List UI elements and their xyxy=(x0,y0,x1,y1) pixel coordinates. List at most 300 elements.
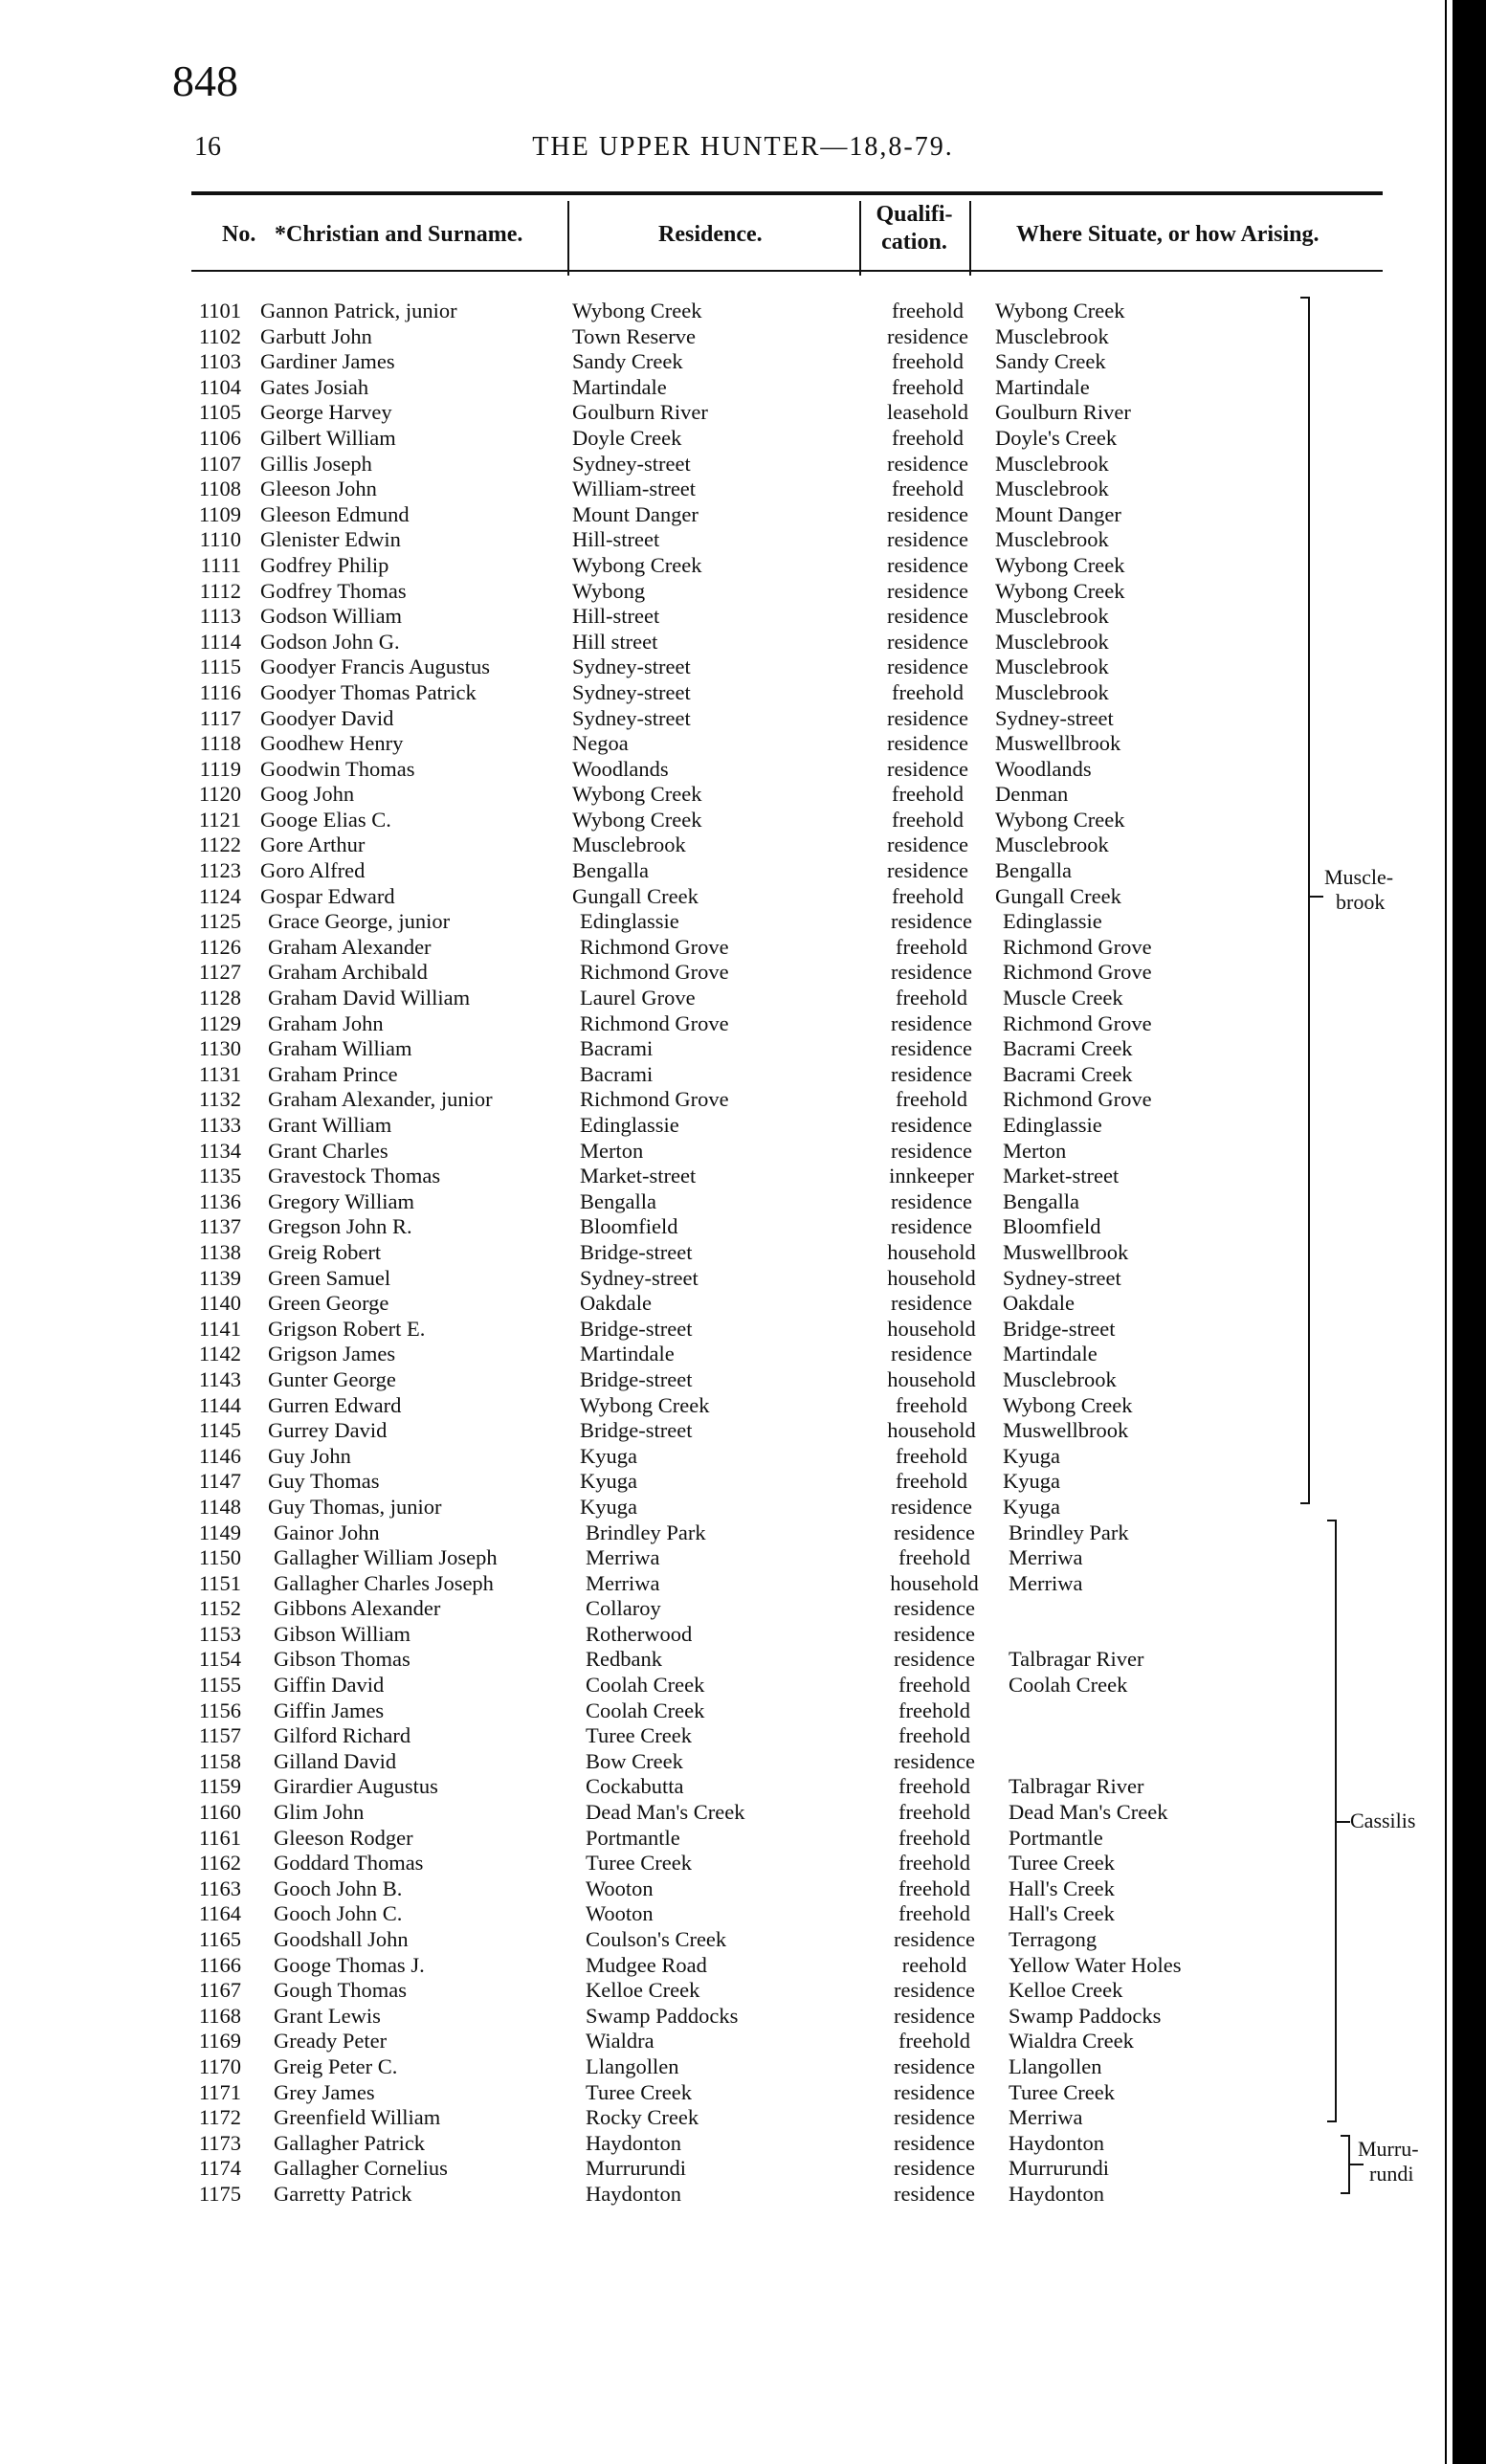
row-name: Gilbert William xyxy=(260,425,396,450)
row-qualification: freehold xyxy=(896,1469,967,1494)
row-qualification: freehold xyxy=(892,477,964,501)
row-number: 1152 xyxy=(198,1596,241,1621)
row-residence: Coolah Creek xyxy=(586,1698,705,1722)
row-residence: Collaroy xyxy=(586,1596,661,1621)
row-where-situate: Wybong Creek xyxy=(995,578,1125,603)
row-number: 1136 xyxy=(198,1188,241,1213)
row-residence: Brindley Park xyxy=(586,1520,706,1544)
row-residence: Richmond Grove xyxy=(580,960,729,985)
row-name: Gallagher Patrick xyxy=(274,2130,426,2155)
row-where-situate: Sydney-street xyxy=(1003,1265,1121,1290)
row-residence: Sydney-street xyxy=(572,451,691,476)
row-name: Girardier Augustus xyxy=(274,1774,438,1799)
row-qualification: freehold xyxy=(892,299,964,322)
table-row xyxy=(0,2080,1486,2106)
table-row xyxy=(0,1240,1486,1266)
page-title: THE UPPER HUNTER—18,8-79. xyxy=(532,132,954,162)
row-residence: Swamp Paddocks xyxy=(586,2003,739,2028)
row-where-situate: Musclebrook xyxy=(995,655,1109,679)
row-name: Gravestock Thomas xyxy=(268,1164,441,1188)
row-where-situate: Wybong Creek xyxy=(1003,1392,1133,1417)
row-number: 1167 xyxy=(198,1978,241,2003)
column-divider-qualification xyxy=(969,201,971,276)
row-qualification: residence xyxy=(891,1291,972,1316)
row-number: 1168 xyxy=(198,2003,241,2028)
row-where-situate: Yellow Water Holes xyxy=(1009,1952,1182,1977)
row-qualification: residence xyxy=(887,629,968,654)
row-qualification: residence xyxy=(887,578,968,603)
row-number: 1144 xyxy=(198,1392,241,1417)
table-row xyxy=(0,1826,1486,1852)
row-residence: Kelloe Creek xyxy=(586,1978,700,2003)
row-residence: Mount Danger xyxy=(572,501,699,526)
brace-musclebrook-tip xyxy=(1310,896,1323,898)
row-number: 1160 xyxy=(198,1800,241,1825)
row-where-situate: Wybong Creek xyxy=(995,552,1125,577)
row-number: 1156 xyxy=(198,1698,241,1722)
row-number: 1143 xyxy=(198,1366,241,1391)
row-name: Grey James xyxy=(274,2079,375,2104)
table-row xyxy=(0,1901,1486,1927)
row-where-situate: Hall's Creek xyxy=(1009,1876,1115,1900)
row-number: 1127 xyxy=(198,960,241,985)
table-row xyxy=(0,680,1486,706)
row-qualification: freehold xyxy=(896,986,967,1010)
brace-murrurundi xyxy=(1335,2135,1350,2194)
row-where-situate: Talbragar River xyxy=(1009,1774,1144,1799)
row-qualification: freehold xyxy=(892,349,964,374)
row-qualification: freehold xyxy=(898,1698,970,1722)
row-where-situate: Kyuga xyxy=(1003,1494,1060,1519)
table-row xyxy=(0,706,1486,732)
row-where-situate: Sandy Creek xyxy=(995,349,1106,374)
row-residence: Laurel Grove xyxy=(580,986,696,1010)
table-row xyxy=(0,1062,1486,1088)
row-qualification: residence xyxy=(894,2079,975,2104)
row-where-situate: Kyuga xyxy=(1003,1469,1060,1494)
row-name: Gurrey David xyxy=(268,1418,388,1443)
table-row xyxy=(0,1851,1486,1876)
row-name: Gregson John R. xyxy=(268,1214,412,1239)
row-number: 1120 xyxy=(198,782,241,807)
row-residence: Sydney-street xyxy=(572,679,691,704)
row-number: 1141 xyxy=(198,1316,241,1341)
row-number: 1145 xyxy=(198,1418,241,1443)
row-where-situate: Musclebrook xyxy=(995,679,1109,704)
row-name: Gooch John C. xyxy=(274,1901,403,1926)
row-name: Graham Alexander xyxy=(268,934,432,959)
row-qualification: residence xyxy=(891,1188,972,1213)
row-where-situate: Turee Creek xyxy=(1009,2079,1116,2104)
row-number: 1104 xyxy=(198,374,241,399)
row-where-situate: Goulburn River xyxy=(995,400,1131,425)
row-number: 1114 xyxy=(199,629,241,654)
table-row xyxy=(0,1521,1486,1546)
row-name: Godson John G. xyxy=(260,629,400,654)
row-where-situate: Murrurundi xyxy=(1009,2156,1109,2181)
row-residence: Turee Creek xyxy=(586,2079,693,2104)
row-number: 1118 xyxy=(199,731,241,756)
row-name: Graham John xyxy=(268,1010,384,1035)
table-row xyxy=(0,426,1486,452)
row-name: Graham Archibald xyxy=(268,960,428,985)
row-name: Goddard Thomas xyxy=(274,1851,424,1876)
row-name: Gibbons Alexander xyxy=(274,1596,441,1621)
row-where-situate: Bridge-street xyxy=(1003,1316,1116,1341)
row-residence: Edinglassie xyxy=(580,909,679,934)
row-name: Grigson James xyxy=(268,1342,396,1366)
row-where-situate: Coolah Creek xyxy=(1009,1673,1128,1698)
row-name: Gleeson Rodger xyxy=(274,1825,413,1850)
row-name: Giffin David xyxy=(274,1673,385,1698)
table-row xyxy=(0,630,1486,655)
header-where: Where Situate, or how Arising. xyxy=(1016,222,1320,247)
row-qualification: residence xyxy=(887,832,968,857)
row-qualification: residence xyxy=(891,909,972,934)
brace-cassilis-tip xyxy=(1337,1821,1350,1823)
table-row xyxy=(0,2156,1486,2182)
row-where-situate: Gungall Creek xyxy=(995,883,1121,908)
row-residence: Bow Creek xyxy=(586,1748,683,1773)
row-name: Goodyer David xyxy=(260,705,394,730)
row-name: Grigson Robert E. xyxy=(268,1316,426,1341)
row-where-situate: Musclebrook xyxy=(995,323,1109,348)
row-number: 1173 xyxy=(198,2130,241,2155)
row-residence: Gungall Creek xyxy=(572,883,699,908)
row-qualification: freehold xyxy=(892,807,964,832)
row-residence: Doyle Creek xyxy=(572,425,682,450)
row-where-situate: Muswellbrook xyxy=(995,731,1121,756)
row-name: Goodshall John xyxy=(274,1927,409,1951)
row-number: 1123 xyxy=(198,858,241,883)
row-residence: Coulson's Creek xyxy=(586,1927,727,1951)
table-row xyxy=(0,1164,1486,1189)
row-name: Green Samuel xyxy=(268,1265,391,1290)
row-residence: Portmantle xyxy=(586,1825,680,1850)
row-where-situate: Bloomfield xyxy=(1003,1214,1101,1239)
section-number: 16 xyxy=(194,132,221,162)
row-residence: Llangollen xyxy=(586,2053,679,2078)
row-where-situate: Sydney-street xyxy=(995,705,1114,730)
table-row xyxy=(0,579,1486,605)
row-residence: Wybong Creek xyxy=(572,782,702,807)
row-qualification: freehold xyxy=(898,1673,970,1698)
row-where-situate: Bengalla xyxy=(995,858,1072,883)
table-row xyxy=(0,1139,1486,1165)
row-where-situate: Edinglassie xyxy=(1003,909,1102,934)
row-name: Gooch John B. xyxy=(274,1876,403,1900)
row-name: Graham David William xyxy=(268,986,471,1010)
table-row xyxy=(0,1927,1486,1953)
row-qualification: reehold xyxy=(901,1952,967,1977)
row-where-situate: Richmond Grove xyxy=(1003,1010,1152,1035)
table-row xyxy=(0,884,1486,910)
row-name: Grant William xyxy=(268,1113,392,1137)
row-qualification: residence xyxy=(894,2003,975,2028)
row-number: 1163 xyxy=(198,1876,241,1900)
row-number: 1148 xyxy=(198,1494,241,1519)
header-qualification-line2: cation. xyxy=(881,230,947,255)
row-number: 1166 xyxy=(198,1952,241,1977)
row-where-situate: Richmond Grove xyxy=(1003,960,1152,985)
row-residence: Hill street xyxy=(572,629,658,654)
row-where-situate: Merriwa xyxy=(1009,1570,1083,1595)
row-name: Graham Alexander, junior xyxy=(268,1087,493,1112)
table-row xyxy=(0,757,1486,783)
row-number: 1140 xyxy=(198,1291,241,1316)
row-number: 1103 xyxy=(198,349,241,374)
row-name: Greig Peter C. xyxy=(274,2053,398,2078)
row-number: 1170 xyxy=(198,2053,241,2078)
table-row xyxy=(0,1266,1486,1292)
table-row xyxy=(0,935,1486,961)
table-row xyxy=(0,832,1486,858)
row-residence: Wybong xyxy=(572,578,646,603)
row-where-situate: Bacrami Creek xyxy=(1003,1036,1133,1061)
row-where-situate: Oakdale xyxy=(1003,1291,1075,1316)
row-qualification: residence xyxy=(891,1138,972,1163)
row-where-situate: Denman xyxy=(995,782,1069,807)
row-where-situate: Kelloe Creek xyxy=(1009,1978,1123,2003)
row-name: Gunter George xyxy=(268,1366,396,1391)
row-qualification: residence xyxy=(887,451,968,476)
table-row xyxy=(0,604,1486,630)
district-murrurundi-line2: rundi xyxy=(1369,2162,1414,2186)
table-row xyxy=(0,1291,1486,1317)
row-residence: Kyuga xyxy=(580,1494,637,1519)
row-where-situate: Martindale xyxy=(1003,1342,1098,1366)
table-row xyxy=(0,1622,1486,1648)
table-row xyxy=(0,1214,1486,1240)
row-name: Gilford Richard xyxy=(274,1723,411,1748)
table-row xyxy=(0,1189,1486,1215)
table-row xyxy=(0,477,1486,502)
row-number: 1117 xyxy=(199,705,241,730)
table-row xyxy=(0,1495,1486,1521)
row-name: Goodyer Francis Augustus xyxy=(260,655,490,679)
row-residence: Oakdale xyxy=(580,1291,652,1316)
row-where-situate: Haydonton xyxy=(1009,2130,1104,2155)
header-qualification xyxy=(864,201,965,256)
row-residence: Haydonton xyxy=(586,2130,681,2155)
row-residence: Turee Creek xyxy=(586,1851,693,1876)
row-residence: Dead Man's Creek xyxy=(586,1800,745,1825)
row-residence: Merton xyxy=(580,1138,644,1163)
row-qualification: household xyxy=(887,1239,976,1264)
row-name: Gannon Patrick, junior xyxy=(260,299,457,322)
row-number: 1147 xyxy=(198,1469,241,1494)
header-rule-bottom xyxy=(191,270,1383,272)
row-where-situate: Musclebrook xyxy=(995,477,1109,501)
row-where-situate: Merriwa xyxy=(1009,2105,1083,2130)
row-number: 1149 xyxy=(198,1520,241,1544)
row-number: 1161 xyxy=(198,1825,241,1850)
district-musclebrook-line2: brook xyxy=(1336,890,1386,914)
row-qualification: freehold xyxy=(898,1851,970,1876)
row-qualification: residence xyxy=(887,858,968,883)
table-row xyxy=(0,1800,1486,1826)
row-number: 1172 xyxy=(198,2105,241,2130)
row-name: Grant Lewis xyxy=(274,2003,381,2028)
row-where-situate: Merriwa xyxy=(1009,1545,1083,1570)
row-qualification: household xyxy=(887,1316,976,1341)
row-where-situate: Musclebrook xyxy=(1003,1366,1117,1391)
row-qualification: residence xyxy=(894,1621,975,1646)
row-qualification: residence xyxy=(887,604,968,629)
row-qualification: residence xyxy=(891,1010,972,1035)
row-qualification: residence xyxy=(887,655,968,679)
row-number: 1115 xyxy=(199,655,241,679)
row-number: 1155 xyxy=(198,1673,241,1698)
row-qualification: residence xyxy=(891,1214,972,1239)
row-name: Graham Prince xyxy=(268,1061,398,1086)
table-row xyxy=(0,2182,1486,2208)
row-residence: Wybong Creek xyxy=(572,299,702,322)
row-residence: Town Reserve xyxy=(572,323,697,348)
row-where-situate: Muswellbrook xyxy=(1003,1239,1129,1264)
row-where-situate: Terragong xyxy=(1009,1927,1098,1951)
table-row xyxy=(0,1317,1486,1343)
row-qualification: residence xyxy=(887,552,968,577)
row-where-situate: Swamp Paddocks xyxy=(1009,2003,1162,2028)
row-where-situate: Richmond Grove xyxy=(1003,1087,1152,1112)
row-residence: Market-street xyxy=(580,1164,697,1188)
row-qualification: freehold xyxy=(898,1774,970,1799)
row-number: 1175 xyxy=(198,2181,241,2206)
row-where-situate: Market-street xyxy=(1003,1164,1120,1188)
row-where-situate: Mount Danger xyxy=(995,501,1121,526)
row-qualification: residence xyxy=(894,2130,975,2155)
row-qualification: residence xyxy=(887,323,968,348)
row-name: Goog John xyxy=(260,782,355,807)
row-number: 1124 xyxy=(198,883,241,908)
row-name: Gainor John xyxy=(274,1520,380,1544)
row-residence: Richmond Grove xyxy=(580,1010,729,1035)
row-qualification: residence xyxy=(887,731,968,756)
row-where-situate: Musclebrook xyxy=(995,629,1109,654)
row-number: 1110 xyxy=(199,527,241,552)
table-row xyxy=(0,1571,1486,1597)
row-name: Gospar Edward xyxy=(260,883,395,908)
row-where-situate: Edinglassie xyxy=(1003,1113,1102,1137)
table-row xyxy=(0,1978,1486,2004)
row-name: Gleeson John xyxy=(260,477,377,501)
table-row xyxy=(0,452,1486,477)
row-name: Googe Thomas J. xyxy=(274,1952,425,1977)
row-residence: Kyuga xyxy=(580,1443,637,1468)
table-row xyxy=(0,1036,1486,1062)
row-qualification: residence xyxy=(887,756,968,781)
column-divider-name xyxy=(567,201,569,276)
row-residence: Hill-street xyxy=(572,527,660,552)
row-residence: Kyuga xyxy=(580,1469,637,1494)
header-rule-top xyxy=(191,191,1383,195)
row-qualification: freehold xyxy=(896,1087,967,1112)
row-residence: Bacrami xyxy=(580,1036,654,1061)
row-name: Garbutt John xyxy=(260,323,372,348)
table-row xyxy=(0,1393,1486,1419)
table-row xyxy=(0,1749,1486,1775)
row-where-situate: Musclebrook xyxy=(995,527,1109,552)
row-residence: Merriwa xyxy=(586,1545,660,1570)
row-residence: Wybong Creek xyxy=(572,552,702,577)
row-number: 1128 xyxy=(198,986,241,1010)
row-residence: Bengalla xyxy=(580,1188,656,1213)
electoral-roll-table xyxy=(0,299,1486,2208)
row-where-situate: Portmantle xyxy=(1009,1825,1103,1850)
header-no: No. xyxy=(222,222,256,247)
row-number: 1162 xyxy=(198,1851,241,1876)
table-row xyxy=(0,400,1486,426)
row-where-situate: Musclebrook xyxy=(995,604,1109,629)
row-residence: Woodlands xyxy=(572,756,669,781)
row-number: 1138 xyxy=(198,1239,241,1264)
row-name: Glenister Edwin xyxy=(260,527,401,552)
row-number: 1131 xyxy=(198,1061,241,1086)
row-where-situate: Bacrami Creek xyxy=(1003,1061,1133,1086)
table-row xyxy=(0,1545,1486,1571)
row-number: 1146 xyxy=(198,1443,241,1468)
row-number: 1101 xyxy=(198,299,241,322)
row-qualification: residence xyxy=(887,501,968,526)
row-residence: Wybong Creek xyxy=(572,807,702,832)
table-row xyxy=(0,324,1486,350)
row-number: 1116 xyxy=(199,679,241,704)
table-row xyxy=(0,1418,1486,1444)
row-name: George Harvey xyxy=(260,400,392,425)
row-name: Goodyer Thomas Patrick xyxy=(260,679,477,704)
row-where-situate: Llangollen xyxy=(1009,2053,1102,2078)
district-cassilis: Cassilis xyxy=(1350,1809,1416,1832)
table-row xyxy=(0,909,1486,935)
page-number: 848 xyxy=(172,56,238,105)
table-row xyxy=(0,1723,1486,1749)
row-number: 1105 xyxy=(198,400,241,425)
row-number: 1135 xyxy=(198,1164,241,1188)
row-where-situate: Wialdra Creek xyxy=(1009,2029,1134,2053)
row-number: 1112 xyxy=(199,578,241,603)
row-residence: Turee Creek xyxy=(586,1723,693,1748)
row-qualification: freehold xyxy=(898,1901,970,1926)
row-residence: Wybong Creek xyxy=(580,1392,710,1417)
row-name: Gallagher Cornelius xyxy=(274,2156,448,2181)
row-name: Graham William xyxy=(268,1036,412,1061)
district-murrurundi xyxy=(1358,2137,1419,2187)
row-name: Gardiner James xyxy=(260,349,395,374)
table-row xyxy=(0,1953,1486,1979)
row-where-situate: Musclebrook xyxy=(995,832,1109,857)
row-number: 1174 xyxy=(198,2156,241,2181)
row-residence: Sandy Creek xyxy=(572,349,683,374)
row-where-situate: Musclebrook xyxy=(995,451,1109,476)
row-residence: Martindale xyxy=(580,1342,675,1366)
row-residence: Edinglassie xyxy=(580,1113,679,1137)
table-row xyxy=(0,2054,1486,2080)
row-qualification: freehold xyxy=(898,1876,970,1900)
row-number: 1150 xyxy=(198,1545,241,1570)
district-musclebrook-line1: Muscle- xyxy=(1324,865,1394,889)
row-number: 1106 xyxy=(198,425,241,450)
row-residence: Hill-street xyxy=(572,604,660,629)
row-number: 1142 xyxy=(198,1342,241,1366)
row-residence: Mudgee Road xyxy=(586,1952,707,1977)
row-qualification: freehold xyxy=(892,425,964,450)
row-qualification: freehold xyxy=(896,1443,967,1468)
row-residence: Rocky Creek xyxy=(586,2105,699,2130)
table-row xyxy=(0,527,1486,553)
table-row xyxy=(0,1596,1486,1622)
table-row xyxy=(0,782,1486,808)
